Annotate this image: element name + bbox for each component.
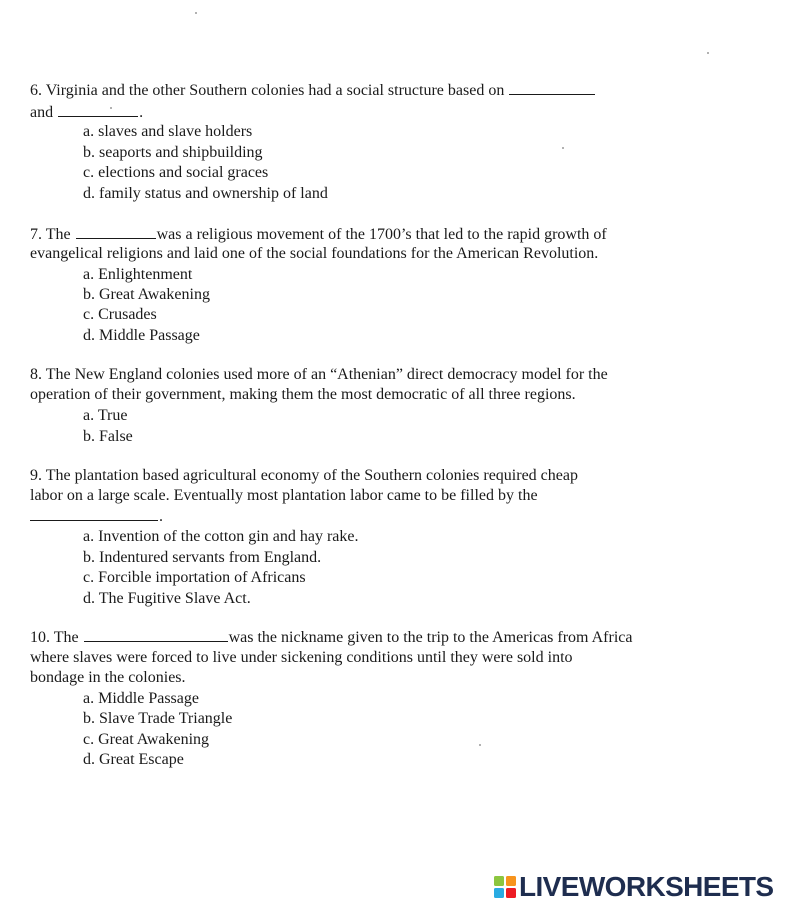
question-text: 8. The New England colonies used more of an “Athenian” direct democracy model for the [30,366,608,383]
question-text: 9. The plantation based agricultural economy of the Southern colonies required cheap [30,467,578,484]
question-text: bondage in the colonies. [30,669,186,686]
option: c. elections and social graces [83,164,269,181]
option: b. seaports and shipbuilding [83,144,263,161]
question-text: was a religious movement of the 1700’s that led to the rapid growth of [156,226,607,243]
liveworksheets-brand [494,872,774,902]
option: d. family status and ownership of land [83,185,328,202]
question-text: labor on a large scale. Eventually most plantation labor came to be filled by the [30,487,538,504]
option: a. Enlightenment [83,266,193,283]
option: a. slaves and slave holders [83,123,253,140]
option: b. False [83,428,133,445]
answer-blank [30,506,158,521]
question-text: 6. Virginia and the other Southern colonies had a social structure based on [30,82,505,99]
question-text: where slaves were forced to live under sickening conditions until they were sold into [30,649,573,666]
question-text: was the nickname given to the trip to the Americas from Africa [228,629,633,646]
option: d. Middle Passage [83,327,200,344]
option: d. Great Escape [83,751,184,768]
option: a. Invention of the cotton gin and hay rake. [83,528,359,545]
answer-blank [84,627,228,642]
scan-speck [195,12,197,14]
option: c. Forcible importation of Africans [83,569,306,586]
option: a. Middle Passage [83,690,199,707]
answer-blank [509,80,595,95]
question-text: 7. The [30,226,71,243]
liveworksheets-logo-icon [494,876,516,898]
option: d. The Fugitive Slave Act. [83,590,251,607]
question-text: and [30,104,54,121]
option: c. Great Awakening [83,731,210,748]
question-text: operation of their government, making them the most democratic of all three regions. [30,386,576,403]
answer-blank [58,102,138,117]
brand-name: LIVEWORKSHEETS [519,871,774,902]
scan-speck [562,147,564,149]
answer-blank [76,224,156,239]
question-text: 10. The [30,629,79,646]
option: b. Slave Trade Triangle [83,710,233,727]
question-text: . [159,508,163,525]
question-text: . [139,104,144,121]
scan-speck [479,744,481,746]
option: b. Indentured servants from England. [83,549,322,566]
option: c. Crusades [83,306,157,323]
question-text: evangelical religions and laid one of the social foundations for the American Revolution. [30,245,599,262]
scan-speck [707,52,709,54]
option: a. True [83,407,128,424]
option: b. Great Awakening [83,286,210,303]
